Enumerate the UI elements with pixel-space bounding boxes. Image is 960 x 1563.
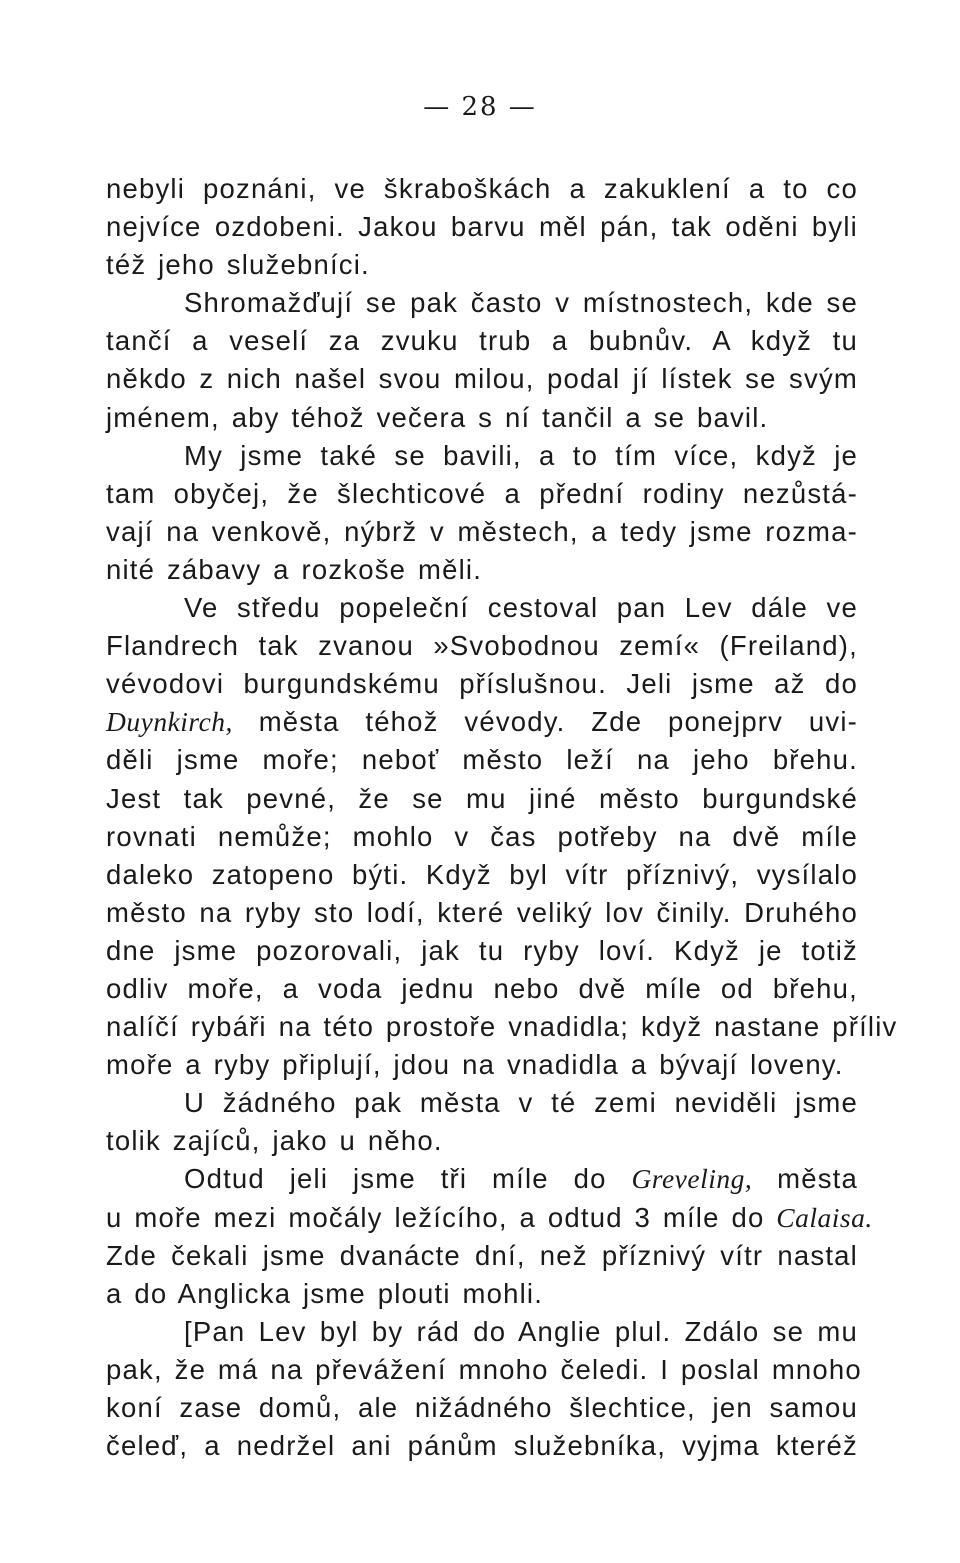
text-line: nalíčí rybáři na této prostoře vnadidla; když nastane příliv <box>106 1011 898 1043</box>
text-fragment: města téhož vévody. Zde ponejprv uvi- <box>232 706 858 738</box>
text-line: jménem, aby téhož večera s ní tančil a se bavil. <box>106 401 769 433</box>
text-line <box>106 703 858 741</box>
text-fragment: města <box>752 1163 858 1195</box>
text-line: dne jsme pozorovali, jak tu ryby loví. Když je totiž <box>106 934 858 966</box>
page-number: — 28 — <box>423 92 537 122</box>
text-line: též jeho služebníci. <box>106 249 370 281</box>
italic-place-name: Duynkirch, <box>106 706 233 738</box>
text-line <box>106 1199 873 1237</box>
text-line: moře a ryby připlují, jdou na vnadidla a bývají loveny. <box>106 1049 844 1081</box>
text-line: nejvíce ozdobeni. Jakou barvu měl pán, tak oděni byli <box>106 211 858 243</box>
text-line: tam obyčej, že šlechticové a přední rodiny nezůstá- <box>106 477 858 509</box>
text-line: někdo z nich našel svou milou, podal jí lístek se svým <box>106 363 858 395</box>
text-line: Flandrech tak zvanou »Svobodnou zemí« (Freiland), <box>106 630 858 662</box>
text-line: město na ryby sto lodí, které veliký lov činily. Druhého <box>106 896 858 928</box>
text-line: tančí a veselí za zvuku trub a bubnův. A když tu <box>106 325 858 357</box>
text-fragment: u moře mezi močály ležícího, a odtud 3 míle do <box>106 1201 777 1233</box>
text-line: nebyli poznáni, ve škraboškách a zakuklení a to co <box>106 173 858 204</box>
italic-place-name: Calaisa. <box>776 1201 873 1233</box>
text-line: Zde čekali jsme dvanácte dní, než příznivý vítr nastal <box>106 1239 858 1271</box>
text-line: rovnati nemůže; mohlo v čas potřeby na dvě míle <box>106 820 858 852</box>
text-line: odliv moře, a voda jednu nebo dvě míle od břehu, <box>106 972 858 1004</box>
text-line: vévodovi burgundskému příslušnou. Jeli jsme až do <box>106 668 858 700</box>
text-line: tolik zajíců, jako u něho. <box>106 1125 443 1157</box>
text-line: Ve středu popeleční cestoval pan Lev dále ve <box>184 592 858 624</box>
text-line: nité zábavy a rozkoše měli. <box>106 553 483 585</box>
text-line: pak, že má na převážení mnoho čeledi. I poslal mnoho <box>106 1353 862 1385</box>
body-text <box>106 170 898 1465</box>
text-line: čeleď, a nedržel ani pánům služebníka, vyjma kteréž <box>106 1430 858 1462</box>
text-line: [Pan Lev byl by rád do Anglie plul. Zdálo se mu <box>184 1315 858 1347</box>
text-fragment: Odtud jeli jsme tři míle do <box>184 1163 632 1195</box>
text-line: Shromažďují se pak často v místnostech, kde se <box>184 287 858 319</box>
text-line: děli jsme moře; neboť město leží na jeho břehu. <box>106 744 858 776</box>
text-line: a do Anglicka jsme plouti mohli. <box>106 1277 544 1309</box>
text-line: My jsme také se bavili, a to tím více, když je <box>184 439 858 471</box>
text-line: Jest tak pevné, že se mu jiné město burgundské <box>106 782 858 814</box>
text-line: koní zase domů, ale nižádného šlechtice, jen samou <box>106 1392 858 1423</box>
text-line: vají na venkově, nýbrž v městech, a tedy jsme rozma- <box>106 515 858 547</box>
text-line: U žádného pak města v té zemi neviděli jsme <box>184 1087 858 1119</box>
text-line <box>106 1160 858 1198</box>
italic-place-name: Greveling, <box>631 1163 753 1195</box>
text-line: daleko zatopeno býti. Když byl vítr příznivý, vysílalo <box>106 858 858 890</box>
